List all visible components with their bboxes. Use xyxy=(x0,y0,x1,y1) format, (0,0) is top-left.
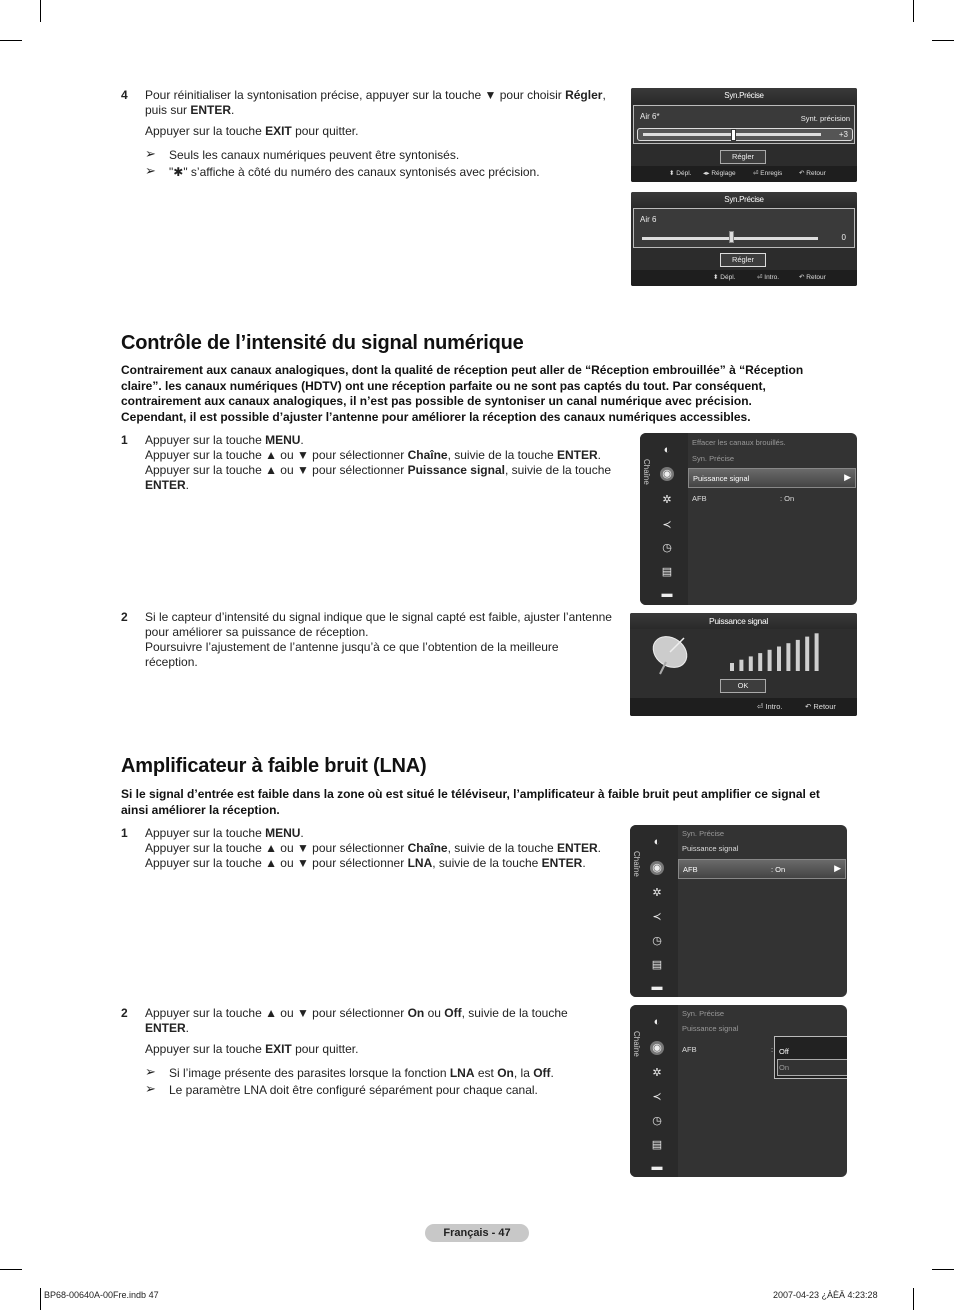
crop-mark xyxy=(932,1269,954,1270)
menu-item-signal-strength[interactable]: Puissance signal xyxy=(682,844,739,853)
signal-bar xyxy=(739,660,743,671)
note-text: "✱" s’affiche à côté du numéro des canaux syntonisés avec précision. xyxy=(169,165,540,179)
signal-bar xyxy=(749,656,753,671)
enter-hint: ⏎ Intro. xyxy=(757,702,783,711)
signal-meter xyxy=(730,633,830,673)
channel-menu-screen xyxy=(640,433,857,605)
adjust-hint: ◂▸ Réglage xyxy=(703,170,736,177)
menu-item-fine-tune[interactable]: Syn. Précise xyxy=(692,454,735,463)
section-intro: Si le signal d’entrée est faible dans la zone où est situé le téléviseur, l’amplificateur à faible bruit peut amplifier ce signal et ainsi améliorer la réception. xyxy=(121,787,820,817)
lna-value: : On xyxy=(780,494,795,503)
hint-bar xyxy=(630,698,857,716)
crop-mark xyxy=(40,1288,41,1310)
adjust-button[interactable]: Régler xyxy=(720,253,766,267)
slider-value: 0 xyxy=(841,233,846,242)
signal-bar xyxy=(796,640,800,671)
crop-mark xyxy=(913,0,914,22)
menu-item-signal-strength: Puissance signal xyxy=(693,474,750,483)
slider-thumb[interactable] xyxy=(731,129,736,141)
picture-settings-icon[interactable]: ▤ xyxy=(661,566,673,578)
step-number: 1 xyxy=(121,826,128,840)
option-on: On xyxy=(779,1063,790,1072)
hint-bar xyxy=(631,270,857,286)
fine-tune-panel xyxy=(633,208,855,248)
lna-dropdown[interactable] xyxy=(774,1036,847,1079)
input-icon[interactable]: ◐ xyxy=(653,1016,661,1028)
signal-bar xyxy=(815,633,819,671)
crop-mark xyxy=(40,0,41,22)
menu-category-label: Chaîne xyxy=(642,459,651,485)
crop-mark xyxy=(0,40,22,41)
note-text: Le paramètre LNA doit être configuré séparément pour chaque canal. xyxy=(169,1083,538,1097)
note-arrow-icon: ➢ xyxy=(145,1081,156,1096)
colon-separator: : xyxy=(771,1045,774,1054)
screen-icon[interactable]: ▬ xyxy=(651,981,663,993)
input-icon[interactable]: ◐ xyxy=(653,836,661,848)
step-number: 2 xyxy=(121,610,128,624)
back-hint: ↶ Retour xyxy=(805,702,836,711)
fine-tune-slider[interactable] xyxy=(637,128,853,141)
step-number: 1 xyxy=(121,433,128,447)
channel-icon[interactable]: ◉ xyxy=(660,467,674,481)
channel-label: Air 6 xyxy=(640,215,657,224)
menu-item-fine-tune[interactable]: Syn. Précise xyxy=(682,1009,725,1018)
section-title: Contrôle de l’intensité du signal numérique xyxy=(121,332,524,354)
screen-title: Puissance signal xyxy=(630,613,857,629)
signal-bar xyxy=(730,663,734,671)
ok-button[interactable]: OK xyxy=(720,679,766,693)
note-arrow-icon: ➢ xyxy=(145,163,156,178)
menu-category-label: Chaîne xyxy=(632,851,641,877)
menu-item-selected[interactable] xyxy=(678,859,846,879)
sound-icon[interactable]: ≺ xyxy=(662,519,672,531)
file-name: BP68-00640A-00Fre.indb 47 xyxy=(44,1290,159,1300)
exit-instruction: Appuyer sur la touche EXIT pour quitter. xyxy=(145,1042,359,1056)
timer-icon[interactable]: ◷ xyxy=(662,542,672,554)
crop-mark xyxy=(0,1269,22,1270)
slider-thumb[interactable] xyxy=(729,231,734,243)
hint-bar xyxy=(631,166,857,182)
adjust-button[interactable]: Régler xyxy=(720,150,766,164)
crop-mark xyxy=(913,1288,914,1310)
signal-strength-screen xyxy=(630,613,857,716)
screen-icon[interactable]: ▬ xyxy=(651,1161,663,1173)
exit-instruction: Appuyer sur la touche EXIT pour quitter. xyxy=(145,124,359,138)
step-number: 4 xyxy=(121,88,128,102)
sound-icon[interactable]: ≺ xyxy=(652,911,662,923)
slider-value: +3 xyxy=(838,130,848,139)
page-number: Français - 47 xyxy=(425,1224,529,1242)
signal-bar xyxy=(786,643,790,671)
menu-category-label: Chaîne xyxy=(632,1031,641,1057)
signal-bar xyxy=(805,637,809,671)
menu-item-lna: AFB xyxy=(683,865,698,874)
setup-icon[interactable]: ✲ xyxy=(652,1067,662,1079)
step1-text: Appuyer sur la touche MENU. Appuyer sur la touche ▲ ou ▼ pour sélectionner Chaîne, suivie de la touche ENTER. Appuyer sur la touche ▲ ou ▼ pour sélectionner LNA, suivie de la touche ENTER. xyxy=(145,826,602,870)
timer-icon[interactable]: ◷ xyxy=(652,935,662,947)
channel-menu-screen xyxy=(630,825,847,997)
screen-title: Syn.Précise xyxy=(631,88,857,104)
option-off[interactable]: Off xyxy=(779,1047,789,1056)
save-hint: ⏎ Enregis xyxy=(753,170,783,177)
move-hint: ⬍ Dépl. xyxy=(713,274,736,281)
menu-item-signal-strength[interactable]: Puissance signal xyxy=(682,1024,739,1033)
note-arrow-icon: ➢ xyxy=(145,146,156,161)
fine-tune-screen xyxy=(631,88,857,182)
setup-icon[interactable]: ✲ xyxy=(652,887,662,899)
channel-menu-screen xyxy=(630,1005,847,1177)
menu-item-clear-scrambled[interactable]: Effacer les canaux brouillés. xyxy=(692,438,786,447)
enter-hint: ⏎ Intro. xyxy=(757,274,780,281)
signal-bar xyxy=(768,650,772,671)
section-title: Amplificateur à faible bruit (LNA) xyxy=(121,755,427,777)
print-date: 2007-04-23 ¿ÀÈÄ 4:23:28 xyxy=(773,1290,878,1300)
back-hint: ↶ Retour xyxy=(799,170,826,177)
menu-item-selected[interactable] xyxy=(688,468,856,488)
step2-text: Si le capteur d’intensité du signal indique que le signal capté est faible, ajuster l’antenne pour améliorer sa puissance de réception. Poursuivre l’ajustement de l’antenne jusqu’à ce que l’obtention de la meilleure réception. xyxy=(145,610,612,669)
move-hint: ⬍ Dépl. xyxy=(669,170,692,177)
note-arrow-icon: ➢ xyxy=(145,1064,156,1079)
sound-icon[interactable]: ≺ xyxy=(652,1091,662,1103)
note-text: Si l’image présente des parasites lorsque la fonction LNA est On, la Off. xyxy=(169,1066,554,1080)
note-text: Seuls les canaux numériques peuvent être syntonisés. xyxy=(169,148,460,162)
option-on-row[interactable] xyxy=(777,1059,847,1076)
setup-icon[interactable]: ✲ xyxy=(662,494,672,506)
timer-icon[interactable]: ◷ xyxy=(652,1115,662,1127)
screen-title: Syn.Précise xyxy=(631,192,857,208)
channel-icon[interactable]: ◉ xyxy=(650,861,664,875)
crop-mark xyxy=(932,40,954,41)
signal-bar xyxy=(758,653,762,671)
section-intro: Contrairement aux canaux analogiques, dont la qualité de réception peut aller de “Réception embrouillée” à “Réception claire”. les canaux numériques (HDTV) ont une réception parfaite ou ne sont pas captés du tout. Par conséquent, contrairement aux canaux analogiques, il n’est pas possible de syntoniser un canal numérique avec précision. Cependant, il est possible d’ajuster l’antenne pour améliorer la réception des canaux numériques accessibles. xyxy=(121,363,804,424)
satellite-dish-icon xyxy=(644,630,694,678)
channel-label: Air 6* xyxy=(640,112,660,121)
back-hint: ↶ Retour xyxy=(799,274,826,281)
menu-item-fine-tune[interactable]: Syn. Précise xyxy=(682,829,725,838)
step-number: 2 xyxy=(121,1006,128,1020)
signal-bar xyxy=(777,647,781,672)
step2-text: Appuyer sur la touche ▲ ou ▼ pour sélectionner On ou Off, suivie de la touche ENTER. xyxy=(145,1006,568,1035)
fine-tune-panel xyxy=(633,105,855,144)
picture-settings-icon[interactable]: ▤ xyxy=(651,959,663,971)
step1-text: Appuyer sur la touche MENU. Appuyer sur la touche ▲ ou ▼ pour sélectionner Chaîne, suivie de la touche ENTER. Appuyer sur la touche ▲ ou ▼ pour sélectionner Puissance signal, suivie de la touche ENTER. xyxy=(145,433,612,492)
fine-tune-label: Synt. précision xyxy=(800,114,850,123)
picture-settings-icon[interactable]: ▤ xyxy=(651,1139,663,1151)
input-icon[interactable]: ◐ xyxy=(663,444,671,456)
lna-value: : On xyxy=(771,865,786,874)
arrow-right-icon: ▶ xyxy=(834,863,841,873)
screen-icon[interactable]: ▬ xyxy=(661,588,673,600)
fine-tune-reset-screen xyxy=(631,192,857,286)
arrow-right-icon: ▶ xyxy=(844,472,851,482)
menu-item-lna[interactable]: AFB xyxy=(692,494,707,503)
channel-icon[interactable]: ◉ xyxy=(650,1041,664,1055)
menu-item-lna[interactable]: AFB xyxy=(682,1045,697,1054)
step4-text: Pour réinitialiser la syntonisation précise, appuyer sur la touche ▼ pour choisir Régler, puis sur ENTER. xyxy=(145,88,606,117)
